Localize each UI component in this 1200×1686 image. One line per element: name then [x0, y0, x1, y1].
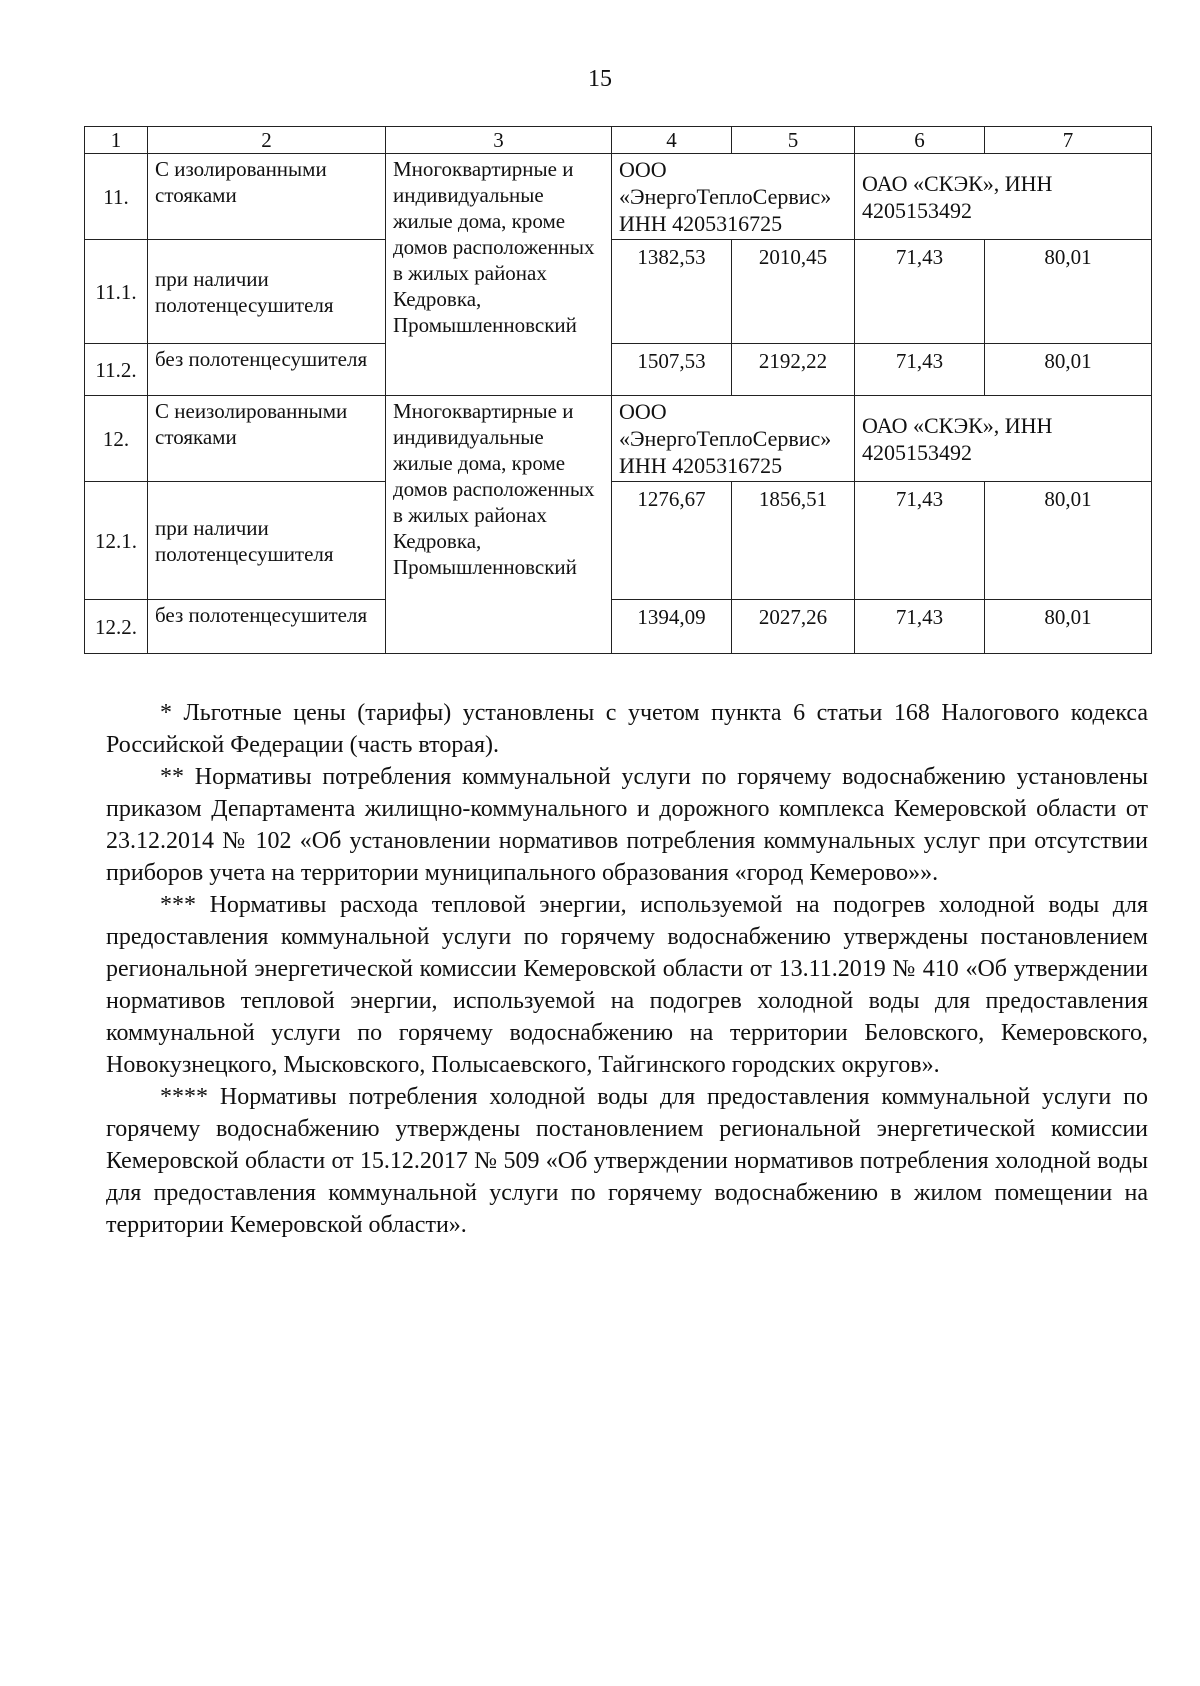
table-row: [85, 396, 1152, 482]
column-header: 2: [148, 127, 386, 154]
row-number: 11.1.: [85, 240, 148, 344]
footnote-1: * Льготные цены (тарифы) установлены с учетом пункта 6 статьи 168 Налогового кодекса Российской Федерации (часть вторая).: [106, 700, 1148, 758]
table-row: [85, 482, 1152, 600]
value-cell: 1276,67: [612, 482, 732, 600]
column-header: 7: [985, 127, 1152, 154]
row-name: без полотенцесушителя: [148, 344, 386, 396]
footnote-3: *** Нормативы расхода тепловой энергии, используемой на подогрев холодной воды для предоставления коммунальной услуги по горячему водоснабжению утверждены постановлением региональной энергетической комиссии Кемеровской области от 13.11.2019 № 410 «Об утверждении нормативов тепловой энергии, используемой на подогрев холодной воды для предоставления коммунальной услуги по горячему водоснабжению на территории Беловского, Кемеровского, Новокузнецкого, Мысковского, Полысаевского, Тайгинского городских округов».: [106, 892, 1148, 1078]
table-row: [85, 240, 1152, 344]
table-header-row: [85, 127, 1152, 154]
supplier: ООО «ЭнергоТеплоСервис» ИНН 4205316725: [612, 154, 855, 240]
supplier: ООО «ЭнергоТеплоСервис» ИНН 4205316725: [612, 396, 855, 482]
column-header: 3: [386, 127, 612, 154]
row-name: при наличии полотенцесушителя: [148, 240, 386, 344]
value-cell: 1382,53: [612, 240, 732, 344]
value-cell: 80,01: [985, 482, 1152, 600]
row-name: С неизолированными стояками: [148, 396, 386, 482]
housing-type: Многоквартирные и индивидуальные жилые дома, кроме домов расположенных в жилых районах Кедровка, Промышленновский: [386, 396, 612, 654]
value-cell: 2027,26: [732, 600, 855, 654]
page-number: 15: [588, 66, 612, 92]
row-name: без полотенцесушителя: [148, 600, 386, 654]
value-cell: 1507,53: [612, 344, 732, 396]
table-row: [85, 154, 1152, 240]
row-number: 12.2.: [85, 600, 148, 654]
table-row: [85, 600, 1152, 654]
value-cell: 1394,09: [612, 600, 732, 654]
value-cell: 71,43: [855, 600, 985, 654]
value-cell: 80,01: [985, 344, 1152, 396]
value-cell: 2192,22: [732, 344, 855, 396]
value-cell: 80,01: [985, 600, 1152, 654]
value-cell: 2010,45: [732, 240, 855, 344]
column-header: 4: [612, 127, 732, 154]
row-name: С изолированными стояками: [148, 154, 386, 240]
tariff-table: [84, 126, 1152, 654]
footnotes: [106, 697, 1148, 1241]
supplier-2: ОАО «СКЭК», ИНН 4205153492: [855, 154, 1152, 240]
value-cell: 1856,51: [732, 482, 855, 600]
row-number: 12.1.: [85, 482, 148, 600]
value-cell: 80,01: [985, 240, 1152, 344]
footnote-4: **** Нормативы потребления холодной воды для предоставления коммунальной услуги по горячему водоснабжению утверждены постановлением региональной энергетической комиссии Кемеровской области от 15.12.2017 № 509 «Об утверждении нормативов потребления холодной воды для предоставления коммунальной услуги по горячему водоснабжению в жилом помещении на территории Кемеровской области».: [106, 1084, 1148, 1238]
column-header: 1: [85, 127, 148, 154]
column-header: 6: [855, 127, 985, 154]
value-cell: 71,43: [855, 482, 985, 600]
supplier-2: ОАО «СКЭК», ИНН 4205153492: [855, 396, 1152, 482]
row-name: при наличии полотенцесушителя: [148, 482, 386, 600]
housing-type: Многоквартирные и индивидуальные жилые дома, кроме домов расположенных в жилых районах Кедровка, Промышленновский: [386, 154, 612, 396]
table-row: [85, 344, 1152, 396]
value-cell: 71,43: [855, 240, 985, 344]
value-cell: 71,43: [855, 344, 985, 396]
column-header: 5: [732, 127, 855, 154]
row-number: 11.2.: [85, 344, 148, 396]
footnote-2: ** Нормативы потребления коммунальной услуги по горячему водоснабжению установлены приказом Департамента жилищно-коммунального и дорожного комплекса Кемеровской области от 23.12.2014 № 102 «Об установлении нормативов потребления коммунальных услуг при отсутствии приборов учета на территории муниципального образования «город Кемерово»».: [106, 764, 1148, 886]
row-number: 11.: [85, 154, 148, 240]
row-number: 12.: [85, 396, 148, 482]
